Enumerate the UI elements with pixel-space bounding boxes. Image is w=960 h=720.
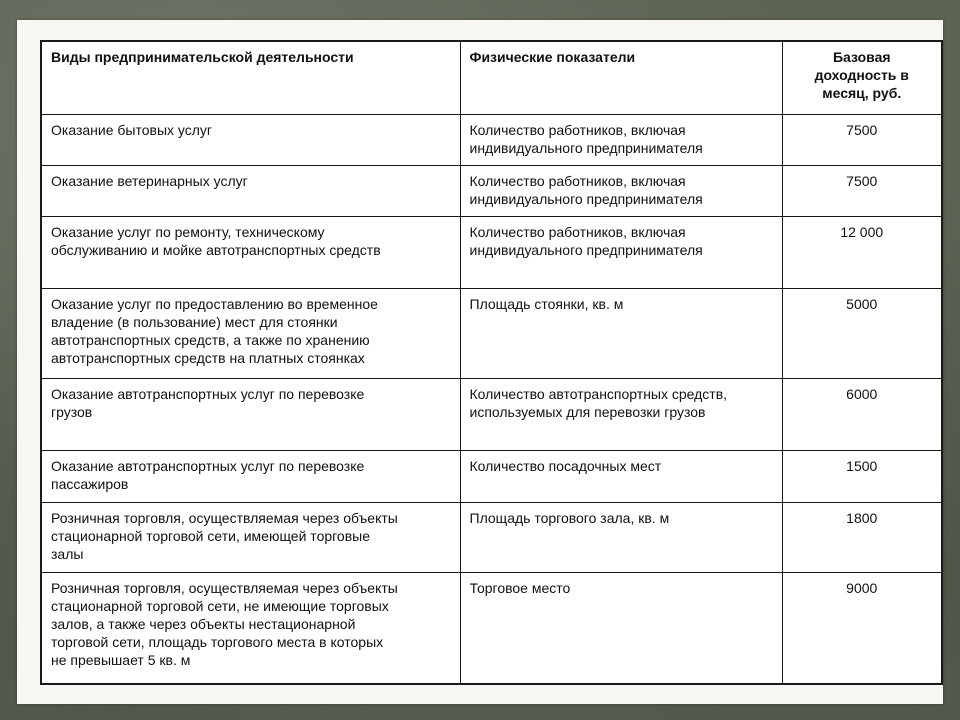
cell-indicator: Количество посадочных мест	[460, 450, 782, 502]
cell-income: 7500	[782, 165, 942, 216]
header-activity: Виды предпринимательской деятельности	[41, 41, 460, 114]
cell-indicator: Количество автотранспортных средств, используемых для перевозки грузов	[460, 378, 782, 450]
cell-indicator: Торговое место	[460, 572, 782, 684]
cell-income: 9000	[782, 572, 942, 684]
cell-activity: Розничная торговля, осуществляемая через объекты стационарной торговой сети, не имеющие торговых залов, а также через объекты нестационарной торговой сети, площадь торгового места в которых не превышает 5 кв. м	[41, 572, 460, 684]
cell-income: 6000	[782, 378, 942, 450]
cell-activity: Оказание услуг по предоставлению во временное владение (в пользование) мест для стоянки автотранспортных средств, а также по хранению автотранспортных средств на платных стоянках	[41, 288, 460, 378]
cell-income: 1800	[782, 502, 942, 572]
table-header-row	[41, 41, 942, 114]
cell-indicator: Количество работников, включая индивидуального предпринимателя	[460, 216, 782, 288]
cell-activity: Розничная торговля, осуществляемая через объекты стационарной торговой сети, имеющей торговые залы	[41, 502, 460, 572]
header-indicator: Физические показатели	[460, 41, 782, 114]
cell-income: 1500	[782, 450, 942, 502]
table-row	[41, 450, 942, 502]
cell-income: 5000	[782, 288, 942, 378]
cell-indicator: Количество работников, включая индивидуального предпринимателя	[460, 114, 782, 165]
header-income: Базовая доходность в месяц, руб.	[782, 41, 942, 114]
cell-income: 12 000	[782, 216, 942, 288]
tax-income-table	[40, 40, 943, 685]
cell-activity: Оказание услуг по ремонту, техническому обслуживанию и мойке автотранспортных средств	[41, 216, 460, 288]
cell-indicator: Площадь стоянки, кв. м	[460, 288, 782, 378]
cell-activity: Оказание автотранспортных услуг по перевозке грузов	[41, 378, 460, 450]
cell-indicator: Площадь торгового зала, кв. м	[460, 502, 782, 572]
table-row	[41, 288, 942, 378]
cell-indicator: Количество работников, включая индивидуального предпринимателя	[460, 165, 782, 216]
table-row	[41, 572, 942, 684]
table-row	[41, 114, 942, 165]
table-row	[41, 165, 942, 216]
table-row	[41, 502, 942, 572]
table-row	[41, 216, 942, 288]
cell-activity: Оказание бытовых услуг	[41, 114, 460, 165]
cell-income: 7500	[782, 114, 942, 165]
cell-activity: Оказание ветеринарных услуг	[41, 165, 460, 216]
cell-activity: Оказание автотранспортных услуг по перевозке пассажиров	[41, 450, 460, 502]
table-row	[41, 378, 942, 450]
